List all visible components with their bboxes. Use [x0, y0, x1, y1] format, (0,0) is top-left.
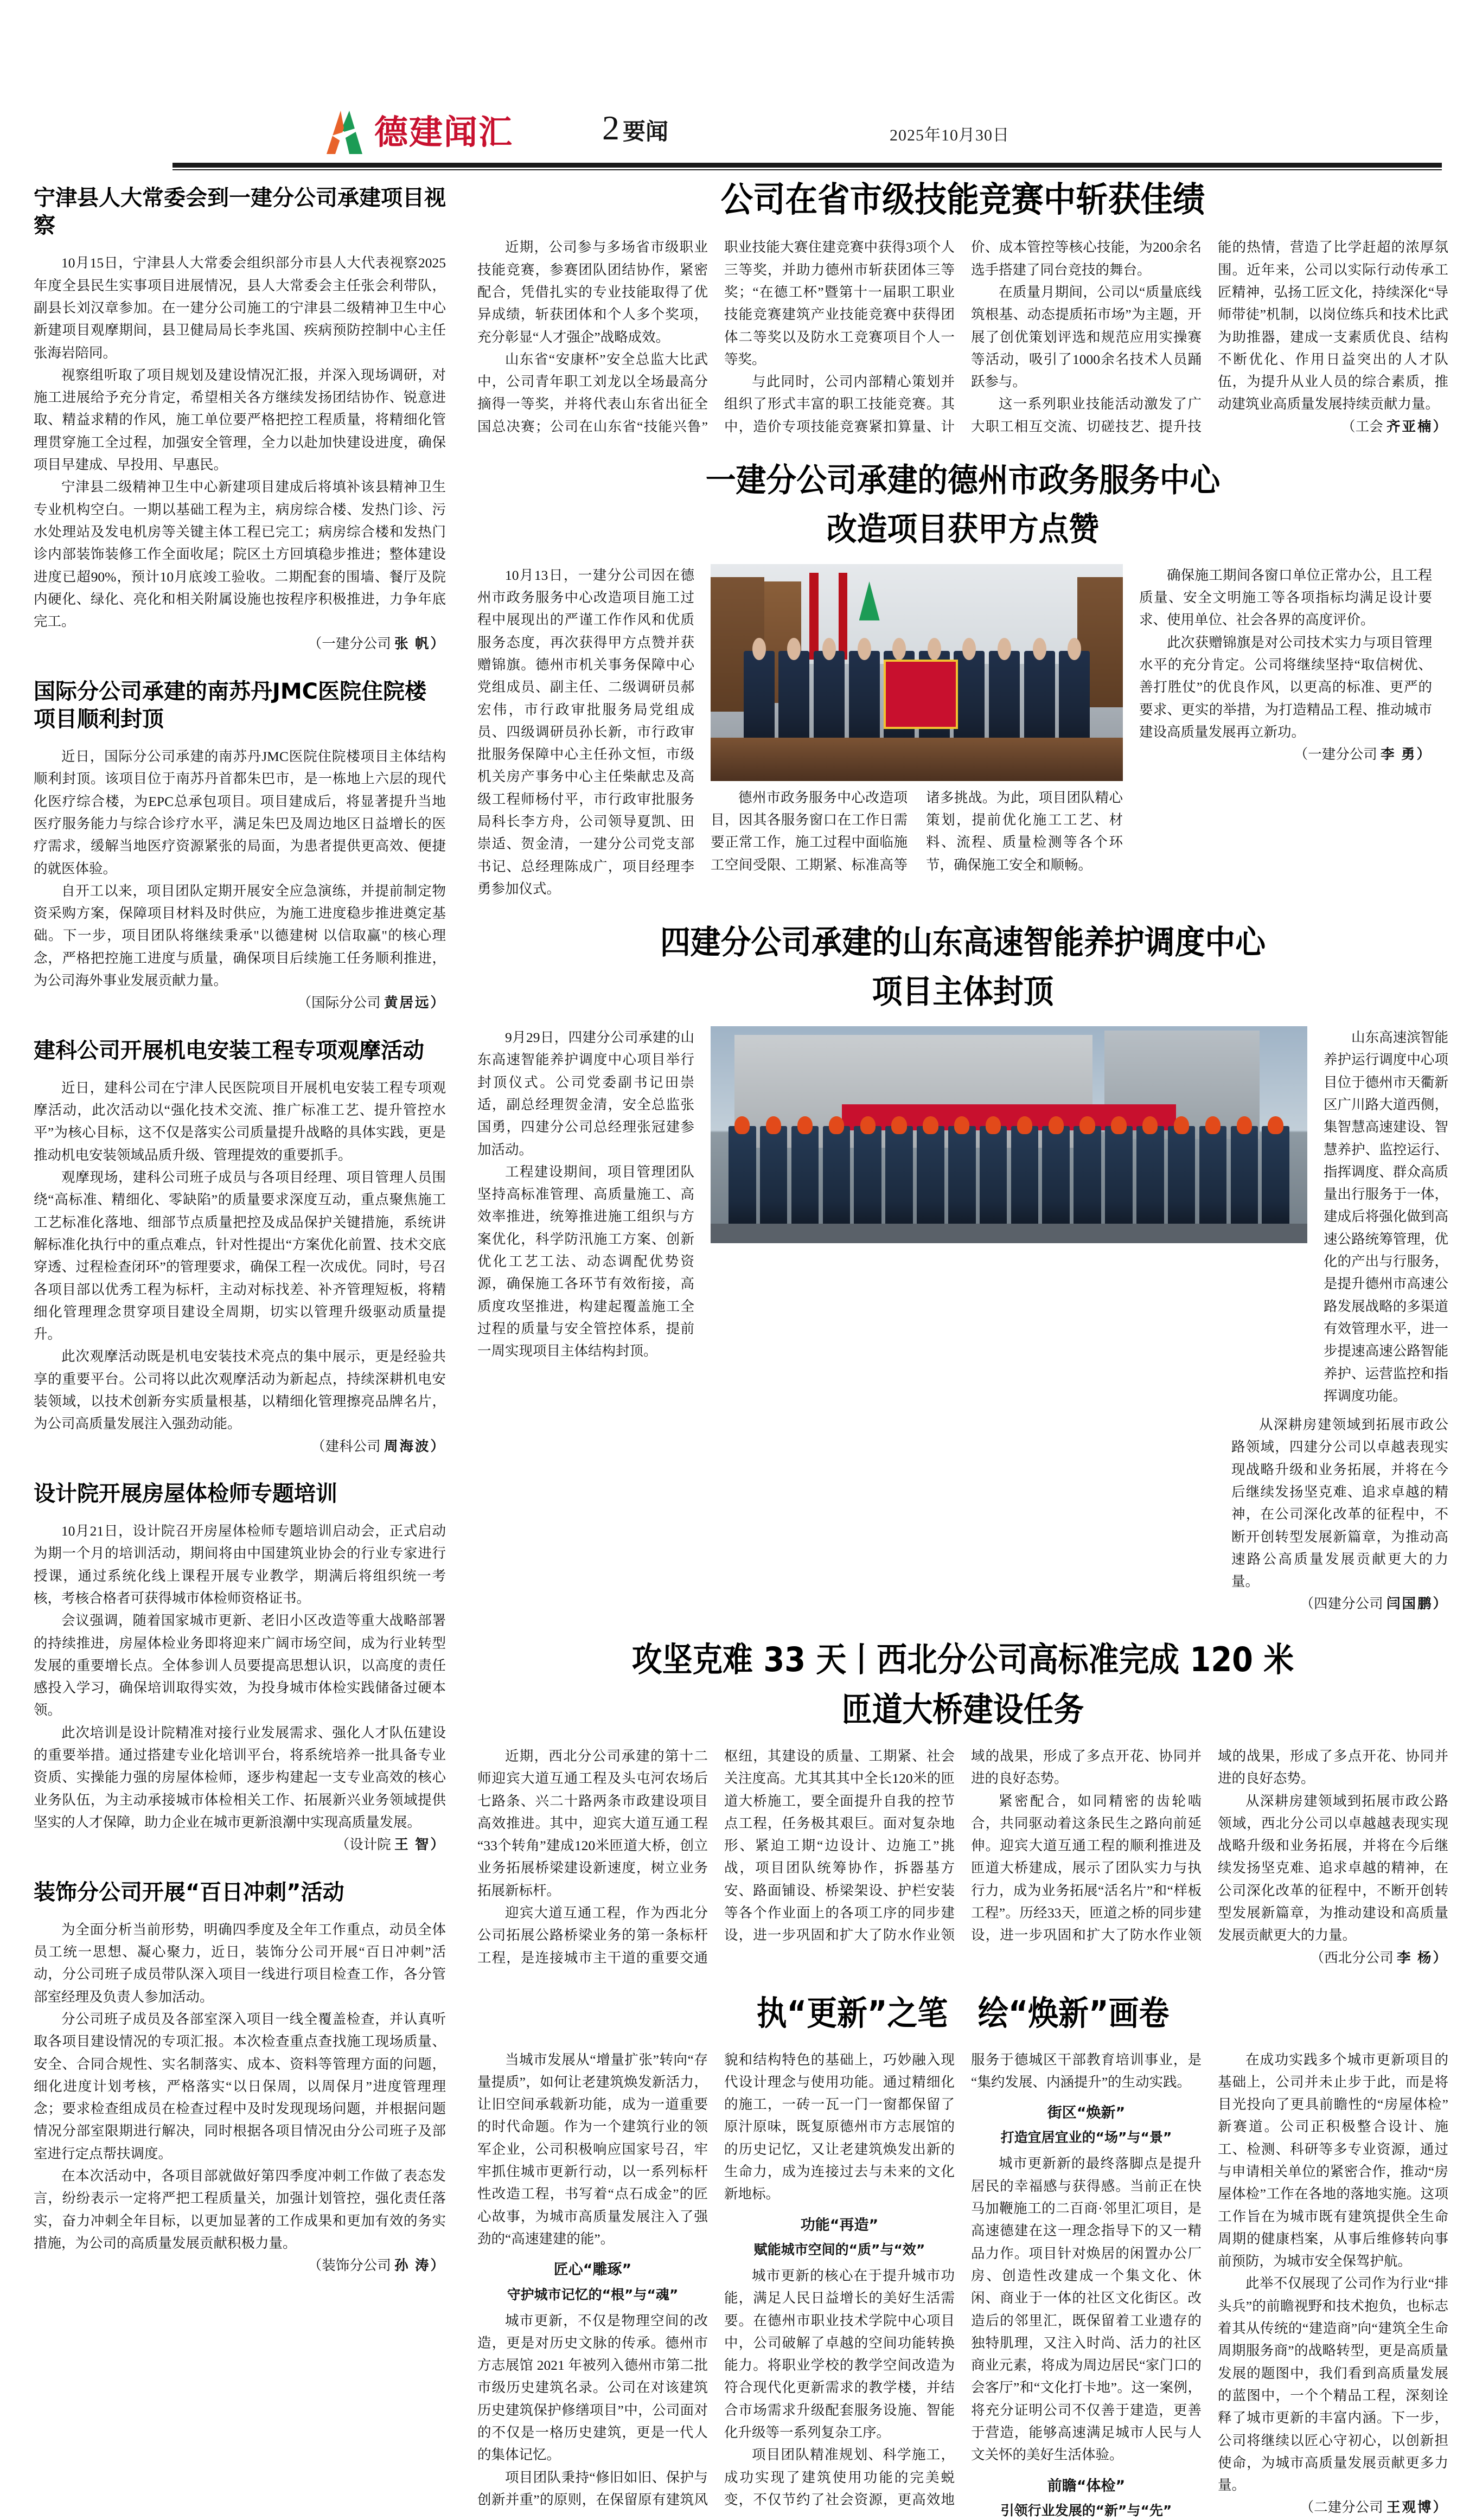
byline-org: （二建分公司 — [1300, 2499, 1383, 2516]
article-headline: 国际分公司承建的南苏丹JMC医院住院楼项目顺利封顶 — [34, 679, 427, 732]
feature-headline-line2: 改造项目获甲方点赞 — [826, 510, 1100, 549]
byline-author: 闫国鹏） — [1386, 1596, 1448, 1612]
byline-author: 李 杨） — [1397, 1949, 1448, 1966]
feature-body — [477, 1745, 1448, 1969]
brand-logo[interactable] — [319, 107, 513, 157]
page-number: 2 — [602, 108, 619, 147]
byline-author: 王 智） — [394, 1837, 446, 1853]
byline-org: （设计院 — [335, 1837, 391, 1853]
article-byline — [1218, 415, 1448, 438]
article-byline — [34, 1435, 446, 1457]
byline-org: （一建分公司 — [1294, 746, 1377, 763]
byline-org: （装饰分公司 — [308, 2257, 391, 2274]
feature-skill-competition — [477, 179, 1448, 438]
article-paragraph: 山东省“安康杯”安全总监大比武中，公司青年职工刘龙以全场最高分摘得一等奖，并将代表山东省出征全国总决赛；公司在山东省“技能兴鲁”职业技能大赛住建竞赛中获得3项个人三等奖，并助力德州市斩获团体三等奖；“在德工杯”暨第十一届职工职业技能竞赛建筑产业技能竞赛中获得团体二等奖以及防水工竞赛项目个人一等奖。 — [477, 239, 955, 434]
article-paragraph: 城市更新新的最终落脚点是提升居民的幸福感与获得感。当前正在快马加鞭施工的二百商·邻里汇项目，是高速德建在这一理念指导下的又一精品力作。项目针对焕居的闲置办公厂房、创造性改建成一个集文化、休闲、商业于一体的社区文化街区。改造后的邻里汇，既保留着工业遗存的独特肌理，又注入时尚、活力的社区商业元素，将成为周边居民“家门口的会客厅”和“文化打卡地”。这一案例，将充分证明公司不仅善于建造，更善于营造，能够高速满足城市人民与人文关怀的美好生活体验。 — [971, 2156, 1202, 2463]
byline-author: 孙 涛） — [394, 2257, 446, 2274]
article-headline: 设计院开展房屋体检师专题培训 — [34, 1481, 337, 1506]
feature-northwest-bridge — [477, 1638, 1448, 1969]
article-paragraph: 工程建设期间，项目管理团队坚持高标准管理、高质量施工、高效率推进，统筹推进施工组织与方案优化，科学防汛施工方案、创新优化工艺工法、动态调配优势资源，确保施工各环节有效衔接，高质度攻坚推进，构建起覆盖施工全过程的质量与安全管控体系，提前一周实现项目主体结构封顶。 — [477, 1163, 694, 1359]
article-paragraph: 宁津县二级精神卫生中心新建项目建成后将填补该县精神卫生专业机构空白。一期以基础工程为主，病房综合楼、发热门诊、污水处理站及发电机房等关键主体工程已完工；病房综合楼和发热门诊内部装饰装修工作全面收尾；院区土方回填稳步推进；整体建设进度已超90%，预计10月底竣工验收。二期配套的围墙、餐厅及院内硬化、绿化、亮化和相关附属设施也按程序积极推进，力争年底完工。 — [34, 479, 446, 630]
subsection-subtitle: 引领行业发展的“新”与“先” — [1000, 2502, 1172, 2518]
masthead-rule — [172, 163, 1442, 168]
article-byline — [1231, 1592, 1448, 1615]
article-paragraph: 项目团队精准规划、科学施工，成功实现了建筑使用功能的完美蜕变，不仅节约了社会资源，更高效地服务于德城区干部教育培训事业，是“集约发展、内涵提升”的生动实践。 — [724, 2051, 1202, 2508]
article-paragraph: 与此同时，公司内部精心策划并组织了形式丰富的职工技能竞赛。其中，造价专项技能竞赛紧扣算量、计价、成本管控等核心技能，为200余名选手搭建了同台竞技的舞台。 — [724, 239, 1202, 434]
byline-org: （国际分公司 — [297, 995, 381, 1011]
masthead — [0, 102, 1476, 168]
article-paragraph: 此次培训是设计院精准对接行业发展需求、强化人才队伍建设的重要举措。通过搭建专业化培训平台，将系统培养一批具备专业资质、实操能力强的房屋体检师，逐步构建起一支专业高效的核心业务队伍，为主动承接城市体检相关工作、拓展新兴业务领域提供坚实的人才保障，助力企业在城市更新浪潮中实现高质量发展。 — [34, 1724, 446, 1830]
article-byline — [1218, 2496, 1448, 2518]
article-jianke-mep — [34, 1037, 446, 1457]
article-byline — [34, 632, 446, 655]
article-paragraph: 城市更新，不仅是物理空间的改造，更是对历史文脉的传承。德州市方志展馆 2021 年被列入德州市第二批市级历史建筑名录。公司在对该建筑历史建筑保护修缮项目”中，公司面对的不仅是一格历史建筑，更是一代人的集体记忆。 — [477, 2312, 708, 2463]
feature-headline-line1: 一建分公司承建的德州市政务服务中心 — [705, 462, 1221, 500]
byline-author: 黄居远） — [384, 995, 446, 1011]
article-paragraph: 项目团队秉持“修旧如旧、保护与创新并重”的原则，在保留原有建筑风貌和结构特色的基础上，巧妙融入现代设计理念与使用功能。通过精细化的施工，一砖一瓦一门一窗都保留了原汁原味，既复原德州市方志展馆的的历史记忆，又让老建筑焕发出新的生命力，成为连接过去与未来的文化新地标。 — [477, 2051, 955, 2508]
byline-org: （建科公司 — [311, 1438, 381, 1454]
article-headline: 宁津县人大常委会到一建分公司承建项目视察 — [34, 186, 446, 239]
article-byline — [1139, 743, 1432, 765]
article-paragraph: 自开工以来，项目团队定期开展安全应急演练，并提前制定物资采购方案，保障项目材料及时供应，为施工进度稳步推进奠定基础。下一步，项目团队将继续秉承"以德建树 以信取赢"的核心理念，严格把控施工进度与质量，确保项目后续施工任务顺利推进，为公司海外事业发展贡献力量。 — [34, 882, 446, 989]
subsection-title: 前瞻“体检” — [1047, 2477, 1126, 2495]
article-paragraph: 确保施工期间各窗口单位正常办公，且工程质量、安全文明施工等各项指标均满足设计要求、使用单位、社会各界的高度评价。 — [1139, 567, 1432, 628]
article-paragraph: 在本次活动中，各项目部就做好第四季度冲刺工作做了表态发言，纷纷表示一定将严把工程质量关，加强计划管控，强化责任落实，奋力冲刺全年目标，以更加显著的工作成果和更加有效的务实措施，为公司的高质量发展贡献积极力量。 — [34, 2167, 446, 2251]
article-paragraph: 从深耕房建领域到拓展市政公路领域，西北分公司以卓越越表现实现战略升级和业务拓展，并将在今后继续发扬坚克难、追求卓越的精神，在公司深化改革的征程中，不断开创转型发展新篇章，为推动建设和高质量发展贡献更大的力量。 — [1218, 1793, 1448, 1943]
article-paragraph: 观摩现场，建科公司班子成员与各项目经理、项目管理人员围绕“高标准、精细化、零缺陷”的质量要求深度互动，重点聚焦施工工艺标准化落地、细部节点质量把控及成品保护关键措施，系统讲解标准化执行中的重点难点，针对性提出“方案优化前置、技术交底穿透、过程检查闭环”的管理要求，确保工程一次成优。同时，号召各项目部以优秀工程为标杆，主动对标找差、补齐管理短板，将精细化管理理念贯穿项目建设全周期，切实以管理升级驱动质量提升。 — [34, 1169, 446, 1342]
article-paragraph: 近期，西北分公司承建的第十二师迎宾大道互通工程及头屯河农场后七路条、兴二十路两条市政建设项目高效推进。其中，迎宾大道互通工程“33个转角”建成120米匝道大桥，创立业务拓展桥梁建设新速度，树立业务拓展新标杆。 — [477, 1748, 708, 1898]
feature-headline: 执“更新”之笔 绘“焕新”画卷 — [756, 1993, 1170, 2033]
feature-headline: 公司在省市级技能竞赛中斩获佳绩 — [720, 180, 1205, 220]
article-headline: 建科公司开展机电安装工程专项观摩活动 — [34, 1038, 424, 1063]
article-paragraph: 这一系列职业技能活动激发了广大职工相互交流、切磋技艺、提升技能的热情，营造了比学赶超的浓厚氛围。近年来，公司以实际行动传承工匠精神，弘扬工匠文化，持续深化“导师带徒”机制，以岗位练兵和技术比武为助推器，建成一支素质优良、结构不断优化、作用日益突出的人才队伍，为提升从业人员的综合素质，推动建筑业高质量发展持续贡献力量。 — [971, 239, 1448, 434]
subsection-subtitle: 打造宜居宜业的“场”与“景” — [1000, 2129, 1172, 2146]
article-byline — [34, 1833, 446, 1856]
feature-headline-line1: 四建分公司承建的山东高速智能养护调度中心 — [660, 924, 1266, 962]
article-paragraph: 此次观摩活动既是机电安装技术亮点的集中展示，更是经验共享的重要平台。公司将以此次观摩活动为新起点，持续深耕机电安装领域，以技术创新夯实质量根基，以精细化管理擦亮品牌名片，为公司高质量发展注入强劲动能。 — [34, 1348, 446, 1432]
main-content-zone — [477, 179, 1448, 2520]
article-paragraph: 山东高速滨智能养护运行调度中心项目位于德州市天衢新区广川路大道西侧，集智慧高速建设、智慧养护、监控运行、指挥调度、群众高质量出行服务于一体，建成后将强化做到高速公路统筹管理，优化的产出与行服务，是提升德州市高速公路发展战略的多渠道有效管理水平，进一步提速高速公路智能养护、运营监控和指挥调度功能。 — [1324, 1029, 1448, 1404]
byline-org: （工会 — [1341, 418, 1383, 434]
article-paragraph: 9月29日，四建分公司承建的山东高速智能养护调度中心项目举行封顶仪式。公司党委副书记田崇适，副总经理贺金清，安全总监张国勇，四建分公司总经理张冠建参加活动。 — [477, 1029, 694, 1157]
article-paragraph: 紧密配合，如同精密的齿轮啮合，共同驱动着这条民生之路向前延伸。迎宾大道互通工程的顺利推进及匝道大桥建成，展示了团队实力与执行力，成为业务拓展“活名片”和“样板工程”。历经33天，匝道之桥的同步建设，进一步巩固和扩大了防水作业领域的战果，形成了多点开花、协同并进的良好态势。 — [971, 1748, 1448, 1943]
byline-org: （四建分公司 — [1300, 1596, 1383, 1612]
byline-org: （西北分公司 — [1310, 1949, 1394, 1966]
subsection-title: 功能“再造” — [800, 2216, 879, 2234]
feature-urban-renewal — [477, 1992, 1448, 2520]
article-paragraph: 10月13日，一建分公司因在德州市政务服务中心改造项目施工过程中展现出的严谨工作作风和优质服务态度，再次获得甲方点赞并获赠锦旗。德州市机关事务保障中心党组成员、副主任、二级调研员郝宏伟，市行政审批服务局党组成员、四级调研员孙长新，市行政审批服务保障中心主任孙文恒，市级机关房产事务中心主任柴献忠及高级工程师杨付平，市行政审批服务局科长李方舟，公司领导夏凯、田崇适、贺金清，一建分公司党支部书记、总经理陈成广，项目经理李勇参加仪式。 — [477, 567, 694, 897]
page-number-block — [602, 108, 669, 147]
article-paragraph: 当城市发展从“增量扩张”转向“存量提质”，如何让老建筑焕发新活力，让旧空间承载新功能，成为一道重要的时代命题。作为一个建筑行业的领军企业，公司积极响应国家号召，牢牢抓住城市更新行动，以一系列标杆性改造工程，书写着“点石成金”的匠心故事，为城市高质量发展注入了强劲的“高速建建的能”。 — [477, 2051, 708, 2247]
left-column — [34, 184, 446, 2276]
subsection-subtitle: 赋能城市空间的“质”与“效” — [753, 2241, 925, 2257]
feature-body — [477, 2049, 1448, 2520]
article-paragraph: 从深耕房建领域到拓展市政公路领域，四建分公司以卓越表现实现战略升级和业务拓展，并将在今后继续发扬坚克难、追求卓越的精神，在公司深化改革的征程中，不断开创转型发展新篇章，为推动高速路公高质量发展贡献更大的力量。 — [1231, 1417, 1448, 1590]
section-name: 要闻 — [623, 118, 669, 145]
article-paragraph: 在质量月期间，公司以“质量底线筑根基、动态提质拓市场”为主题，开展了创优策划评选和规范应用实操赛等活动，吸引了1000余名技术人员踊跃参与。 — [971, 284, 1202, 390]
masthead-rule-thin — [172, 169, 1442, 170]
article-paragraph: 10月21日，设计院召开房屋体检师专题培训启动会，正式启动为期一个月的培训活动，期间将由中国建筑业协会的行业专家进行授课，通过系统化线上课程开展专业教学，期满后将组织统一考核，考核合格者可获得城市体检师资格证书。 — [34, 1523, 446, 1606]
subsection-subtitle: 守护城市记忆的“根”与“魂” — [507, 2286, 679, 2302]
subsection-title: 匠心“雕琢” — [553, 2261, 632, 2279]
photo-caption: 德州市政务服务中心改造项目，因其各服务窗口在工作日需要正常工作，施工过程中面临施工空间受限、工期紧、标准高等诸多挑战。为此，项目团队精心策划，提前优化施工工艺、材料、流程、质量检测等各个环节，确保施工安全和顺畅。 — [711, 789, 1123, 873]
feature-body — [477, 236, 1448, 438]
feature-dezhou-service-center — [477, 460, 1448, 900]
feature-headline-line2: 匝道大桥建设任务 — [841, 1690, 1084, 1730]
feature-headline-line1: 攻坚克难 33 天丨西北分公司高标准完成 120 米 — [631, 1639, 1294, 1679]
byline-org: （一建分公司 — [308, 636, 391, 652]
article-decoration-hundred-day-sprint — [34, 1879, 446, 2277]
issue-date: 2025年10月30日 — [890, 126, 1009, 144]
article-paragraph: 会议强调，随着国家城市更新、老旧小区改造等重大战略部署的持续推进，房屋体检业务即将迎来广阔市场空间，成为行业转型发展的重要增长点。全体参训人员要提高思想认识，以高度的责任感投入学习，确保培训取得实效，为投身城市体检实践储备过硬本领。 — [34, 1613, 446, 1718]
byline-author: 王观博） — [1386, 2499, 1448, 2516]
article-paragraph: 视察组听取了项目规划及建设情况汇报，并深入现场调研，对施工进展给予充分肯定，希望相关各方继续发扬团结协作、锐意进取、精益求精的作风，施工单位要严格把控工程质量，将精细化管理贯穿施工全过程，加强安全管理，全力以赴加快建设进度，确保项目早建成、早投用、早惠民。 — [34, 367, 446, 473]
article-paragraph: 分公司班子成员及各部室深入项目一线全覆盖检查，并认真听取各项目建设情况的专项汇报。本次检查重点查找施工现场质量、安全、合同合规性、实名制落实、成本、资料等管理方面的问题，细化进度计划考核，严格落实“以日保周，以周保月”进度管理理念；要求检查组成员在检查过程中及时发现现场问题，并根据问题情况分部室限期进行解决，同时根据各项目情况由分公司班子及部室进行定点帮扶调度。 — [34, 2011, 446, 2161]
byline-author: 张 帆） — [394, 636, 446, 652]
photo-highway-topping-out — [711, 1026, 1307, 1243]
article-paragraph: 为全面分析当前形势，明确四季度及全年工作重点，动员全体员工统一思想、凝心聚力，近日，装饰分公司开展“百日冲刺”活动，分公司班子成员带队深入项目一线进行项目检查工作，各分管部室经理及负责人参加活动。 — [34, 1921, 446, 2005]
article-paragraph: 近期，公司参与多场省市级职业技能竞赛，参赛团队团结协作，紧密配合，凭借扎实的专业技能取得了优异成绩，斩获团体和个人多个奖项，充分彰显“人才强企”战略成效。 — [477, 239, 708, 345]
article-design-institute-training — [34, 1480, 446, 1856]
byline-author: 齐亚楠） — [1386, 418, 1448, 434]
brand-title: 德建闻汇 — [374, 112, 514, 152]
feature-headline-line2: 项目主体封顶 — [872, 973, 1054, 1011]
article-paragraph: 城市更新的核心在于提升城市功能，满足人民日益增长的美好生活需要。在德州市职业技术学院中心项目中，公司破解了卓越的空间功能转换能力。将职业学校的教学空间改造为符合现代化更新需求的教学楼，并结合市场需求升级配套服务设施、智能化升级等一系列复杂工序。 — [724, 2267, 955, 2440]
feature-shandong-highway — [477, 923, 1448, 1615]
article-paragraph: 在成功实践多个城市更新项目的基础上，公司并未止步于此，而是将目光投向了更具前瞻性的“房屋体检”新赛道。公司正积极整合设计、施工、检测、科研等多专业资源，通过与申请相关单位的紧密合作，推动“房屋体检”工作在各地的落地实施。这项工作旨在为城市既有建筑提供全生命周期的健康档案，从事后维修转向事前预防，为城市安全保驾护航。 — [1218, 2051, 1448, 2269]
photo-dezhou-ceremony — [711, 564, 1123, 781]
article-paragraph: 此次获赠锦旗是对公司技术实力与项目管理水平的充分肯定。公司将继续坚持“取信树优、善打胜仗”的优良作风，以更高的标准、更严的要求、更实的举措，为打造精品工程、推动城市建设高质量发展再立新功。 — [1139, 634, 1432, 740]
article-paragraph: 近日，建科公司在宁津人民医院项目开展机电安装工程专项观摩活动，此次活动以“强化技术交流、推广标准工艺、提升管控水平”为核心目标，这不仅是落实公司质量提升战略的具体实践，更是推动机电安装领域品质升级、管理提效的重要抓手。 — [34, 1079, 446, 1163]
article-headline: 装饰分公司开展“百日冲刺”活动 — [34, 1879, 344, 1905]
article-south-sudan-jmc — [34, 678, 446, 1014]
article-byline — [34, 992, 446, 1014]
a-mark-logo-icon — [319, 107, 369, 157]
article-paragraph: 近日，国际分公司承建的南苏丹JMC医院住院楼项目主体结构顺利封顶。该项目位于南苏丹首都朱巴市，是一栋地上六层的现代化医疗综合楼，为EPC总承包项目。项目建成后，将显著提升当地医疗服务能力与综合诊疗水平，满足朱巴及周边地区日益增长的医疗需求，缓解当地医疗资源紧张的局面，为患者提供更高效、便捷的就医体验。 — [34, 749, 446, 877]
article-paragraph: 10月15日，宁津县人大常委会组织部分市县人大代表视察2025年度全县民生实事项目进展情况，县人大常委会主任张会利带队，副县长刘汉章参加。在一建分公司施工的宁津县二级精神卫生中心新建项目观摩期间，县卫健局局长李兆国、疾病预防控制中心主任张海岩陪同。 — [34, 255, 446, 361]
article-byline — [1218, 1947, 1448, 1969]
article-paragraph: 迎宾大道互通工程，作为西北分公司拓展公路桥梁业务的第一条标杆工程，是连接城市主干道的重要交通枢纽，其建设的质量、工期紧、社会关注度高。尤其其其中全长120米的匝道大桥施工，要全面提升自我的控节点工程，任务极其艰巨。面对复杂地形、紧迫工期“边设计、边施工”挑战，项目团队统筹协作，拆器基方安、路面铺设、桥梁架设、护栏安装等各个作业面上的各项工序的同步建设，进一步巩固和扩大了防水作业领域的战果，形成了多点开花、协同并进的良好态势。 — [477, 1748, 1202, 1966]
byline-author: 周海波） — [384, 1438, 446, 1454]
article-paragraph: 此举不仅展现了公司作为行业“排头兵”的前瞻视野和技术抱负，也标志着其从传统的“建造商”向“建筑全生命周期服务商”的战略转型，更是高质量发展的题图中，我们看到高质量发展的蓝图中，一个个精品工程，深刻诠释了城市更新的丰富内涵。下一步，公司将继续以匠心守初心，以创新担使命，为城市高质量发展贡献更多力量。 — [1218, 2275, 1448, 2493]
article-byline — [34, 2254, 446, 2276]
article-ningjin-inspection — [34, 184, 446, 655]
subsection-title: 街区“焕新” — [1047, 2105, 1126, 2122]
byline-author: 李 勇） — [1381, 746, 1432, 763]
